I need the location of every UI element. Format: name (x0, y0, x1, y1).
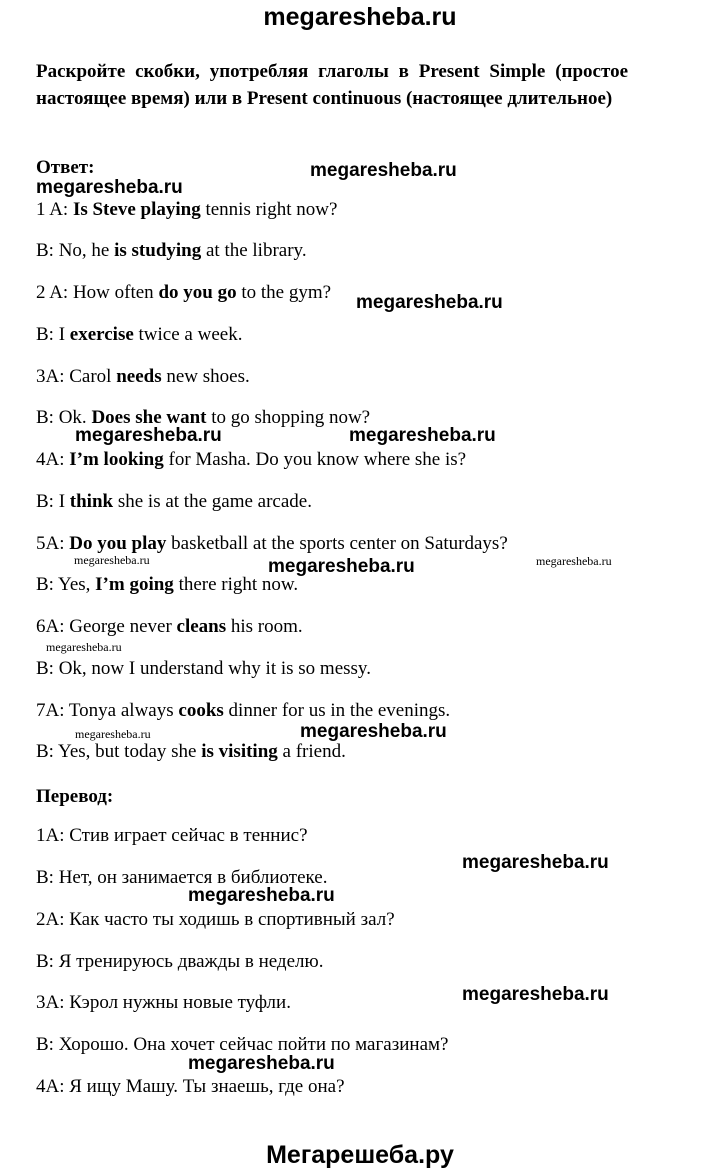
translation-line: 3A: Кэрол нужны новые туфли. (36, 992, 291, 1013)
watermark: megaresheba.ru (46, 640, 122, 654)
watermark: megaresheba.ru (536, 554, 612, 568)
answer-line: 3A: Carol needs new shoes. (36, 366, 250, 387)
watermark: megaresheba.ru (75, 727, 151, 741)
footer-title: Мегарешеба.ру (266, 1141, 454, 1169)
answer-line: 5A: Do you play basketball at the sports center on Saturdays? (36, 533, 508, 554)
watermark: megaresheba.ru (356, 292, 503, 313)
watermark: megaresheba.ru (268, 556, 415, 577)
watermark: megaresheba.ru (462, 852, 609, 873)
watermark: megaresheba.ru (75, 425, 222, 446)
translation-line: 2A: Как часто ты ходишь в спортивный зал? (36, 909, 395, 930)
translation-line: B: Я тренируюсь дважды в неделю. (36, 951, 324, 972)
answer-line: B: No, he is studying at the library. (36, 240, 307, 261)
translation-line: B: Хорошо. Она хочет сейчас пойти по магазинам? (36, 1034, 449, 1055)
translation-label: Перевод: (36, 786, 114, 807)
site-title: megaresheba.ru (263, 3, 457, 31)
watermark: megaresheba.ru (310, 160, 457, 181)
watermark: megaresheba.ru (349, 425, 496, 446)
watermark: megaresheba.ru (188, 885, 335, 906)
answer-label: Ответ: (36, 157, 95, 178)
answer-line: 2 A: How often do you go to the gym? (36, 282, 332, 303)
watermark: megaresheba.ru (300, 721, 447, 742)
translation-line: 4A: Я ищу Машу. Ты знаешь, где она? (36, 1076, 345, 1097)
answer-line: B: Ok, now I understand why it is so messy. (36, 658, 371, 679)
watermark: megaresheba.ru (74, 553, 150, 567)
answer-line: B: I think she is at the game arcade. (36, 491, 312, 512)
translation-line: B: Нет, он занимается в библиотеке. (36, 867, 328, 888)
answer-line: 7A: Tonya always cooks dinner for us in the evenings. (36, 700, 451, 721)
answer-line: 1 A: Is Steve playing tennis right now? (36, 199, 338, 220)
task-instruction: Раскройте скобки, употребляя глаголы в Present Simple (простое настоящее время) или в Present continuous (настоящее длительное) (36, 61, 628, 109)
translation-line: 1A: Стив играет сейчас в теннис? (36, 825, 308, 846)
answer-line: B: Ok. Does she want to go shopping now? (36, 407, 371, 428)
answer-line: 6A: George never cleans his room. (36, 616, 303, 637)
watermark: megaresheba.ru (188, 1053, 335, 1074)
answer-line: B: Yes, but today she is visiting a friend. (36, 741, 346, 762)
answer-line: 4A: I’m looking for Masha. Do you know where she is? (36, 449, 467, 470)
answer-line: B: Yes, I’m going there right now. (36, 574, 299, 595)
watermark: megaresheba.ru (36, 177, 183, 198)
watermark: megaresheba.ru (462, 984, 609, 1005)
answer-line: B: I exercise twice a week. (36, 324, 243, 345)
